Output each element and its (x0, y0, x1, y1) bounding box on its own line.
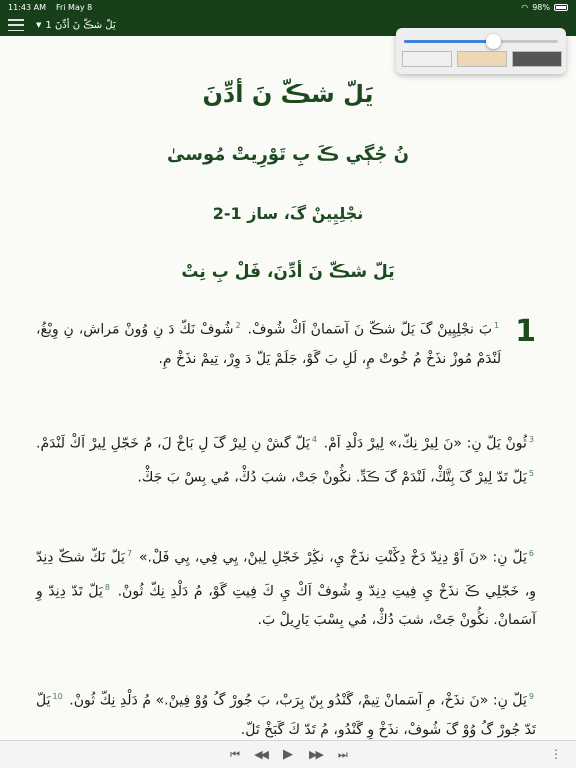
verse-text[interactable]: يَلّ نِ: «نَ اَوْ دِنِدّ دَخْ دِڭَنْتِ نذَخْ يِ، نڭِرْ خَجّلِ لِينْ، يِي فِي، يِي فَلْ.» (138, 549, 527, 566)
verse-number[interactable]: 8 (104, 582, 110, 592)
theme-sepia-swatch[interactable] (457, 51, 507, 67)
rewind-button[interactable]: ◀◀ (254, 748, 267, 761)
chapter-range: نجْلِيِينْ گَ، ساز 1-2 (212, 204, 364, 223)
skip-to-start-button[interactable]: ⏮ (230, 747, 239, 761)
verse-number[interactable]: 7 (126, 549, 133, 558)
skip-to-end-button[interactable]: ⏭ (337, 747, 346, 761)
verse-text[interactable]: يَلّ گشْ نِ لِيرْ گَ لِ بَاخْ لَ، مُ خَجّلِ لِيرْ اَكْ لَنْدَمْ. (36, 435, 310, 452)
audio-player-bar (0, 740, 576, 768)
verse-text[interactable]: يَلّ نِ: «نَ نذَخْ، مِ آسَمانْ تِيمْ، گَنْدُو بِنّ بِرَبْ، بَ جُورْ گُ وُوْ فِينْ.» مُ دَلْدِ نِكّ ثُونْ. (69, 692, 527, 709)
status-right (521, 3, 568, 12)
chevron-down-icon: ▼ (36, 21, 42, 29)
verse-number[interactable]: 3 (528, 435, 534, 444)
verse-text[interactable]: يَلّ تَدّ جُورْ گُ وُوْ گَ شُوفْ، نذَخْ وِ گَنْدُو، مُ تَدّ كَ گَبَخْ تَلّ. (36, 692, 536, 738)
verse-number[interactable]: 5 (528, 468, 534, 478)
verse-number[interactable]: 1 (494, 321, 500, 330)
paragraph (36, 539, 536, 635)
paragraph (36, 311, 536, 374)
text-appearance-popover (396, 28, 566, 74)
verse-text[interactable]: يَلّ تَدّ دِنِدّ وِ آسَمانْ. نڭُونْ جَتْ، شبَ دُڭْ، مُي بِسْبَ يَارِيلْ بَ. (36, 583, 536, 629)
verse-text[interactable]: يَلّ نَكّ شڪّ دِنِدّ وِ، خَجّلِي ڪَ نذَخْ يِ فِيتِ دِنِدّ وِ شُوفْ اَكْ يِ كَ فِيتِ گَوْ، مُ دَلْدِ نِكّ ثُونْ. (36, 549, 536, 600)
chapter-number: 1 (515, 314, 536, 349)
verse-number[interactable]: 4 (311, 435, 317, 444)
status-bar (0, 0, 576, 14)
theme-dark-swatch[interactable] (512, 51, 562, 67)
verse-number[interactable]: 10 (52, 692, 63, 701)
verse-text[interactable]: ثُونْ يَلّ نِ: «نَ لِيرْ نِكّ،» لِيرْ دَلْدِ اَمْ. (323, 435, 527, 452)
verse-number[interactable]: 6 (528, 549, 535, 558)
verse-text[interactable]: شُوفْ نَكّ دَ نِ وُونْ مَراش، نِ وِيْغُ، لَنْدَمْ مُوزْ نذَخْ مُ خُوتْ مِ، لَلِ بَ گَوْ، جَلَمْ يَلّ دَ وِرْ، تِيمْ نذَخْ مِ. (36, 321, 502, 367)
book-subtitle: نُ جُڳي ڪَ بِ تَوْرِيتْ مُوسىٰ (167, 144, 409, 165)
battery-icon (554, 4, 568, 11)
verse-text[interactable]: يَلّ تَدّ لِيرْ گَ بِتَّڭْ، لَنْدَمْ گَ ڪَدِّ. نڭُونْ جَتْ، شبَ دُڭْ، مُي بِسْ بَ جَڭْ. (137, 469, 527, 486)
theme-swatches (402, 51, 562, 67)
paragraph (36, 682, 536, 740)
book-label: 1 يَلّ شڪّ نَ أدِّنَ (45, 19, 116, 31)
verse-number[interactable]: 2 (235, 321, 241, 330)
battery-percent: 98% (532, 2, 550, 12)
more-vertical-icon[interactable]: ⋮ (550, 747, 562, 761)
fast-forward-button[interactable]: ▶▶ (309, 748, 322, 761)
theme-light-swatch[interactable] (402, 51, 452, 67)
status-date: Fri May 8 (55, 2, 93, 12)
section-heading: يَلّ شڪّ نَ أدِّنَ، فَلْ بِ نِتْ (181, 262, 395, 282)
wifi-icon: ◠ (521, 2, 529, 12)
book-title: يَلّ شڪّ نَ أدِّنَ (202, 80, 374, 108)
slider-fill (404, 40, 493, 43)
play-button[interactable]: ▶ (283, 747, 293, 762)
verse-text[interactable]: بَ نجْلِيِينْ گَ يَلّ شڪّ نَ آسَمانْ اَكْ شُوفْ. (247, 321, 493, 338)
slider-thumb[interactable] (486, 34, 501, 49)
book-chapter-selector[interactable] (36, 20, 116, 31)
paragraph (36, 425, 536, 492)
font-size-slider[interactable] (404, 40, 558, 43)
status-time: 11:43 AM (8, 2, 46, 12)
verse-number[interactable]: 9 (528, 692, 535, 701)
reading-pane[interactable] (0, 36, 576, 740)
hamburger-icon[interactable] (8, 19, 24, 31)
